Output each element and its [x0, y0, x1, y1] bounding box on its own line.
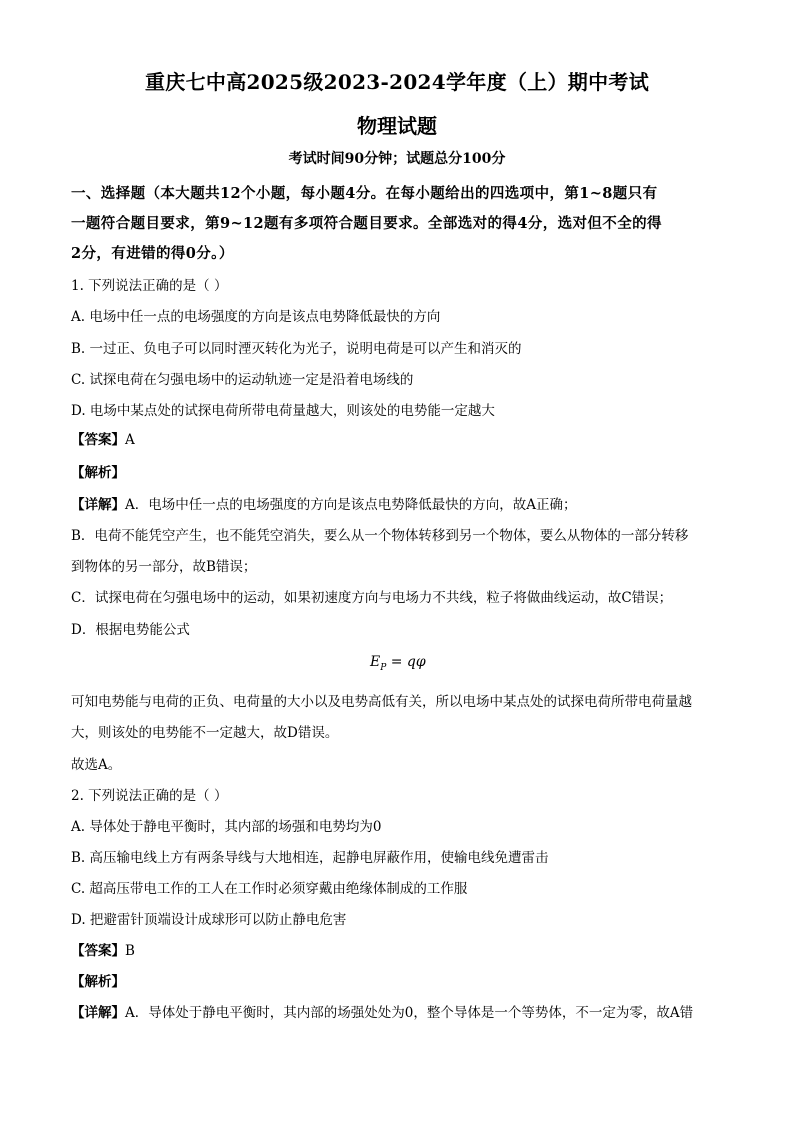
q1-conclusion: 故选A。: [71, 757, 122, 773]
q1-option-b: B. 一过正、负电子可以同时湮灭转化为光子，说明电荷是可以产生和消灭的: [71, 341, 522, 357]
q1-answer: [71, 430, 731, 450]
exam-info: 考试时间90分钟；试题总分100分: [288, 151, 506, 167]
q1-detail-line-4: C．试探电荷在匀强电场中的运动，如果初速度方向与电场力不共线，粒子将做曲线运动，故C错误；: [71, 590, 673, 606]
q1-analysis-tag: 【解析】: [71, 465, 125, 481]
answer-tag: 【答案】: [71, 943, 125, 959]
q2-option-b: B. 高压输电线上方有两条导线与大地相连，起静电屏蔽作用，使输电线免遭雷击: [71, 850, 549, 866]
q2-analysis-tag: 【解析】: [71, 974, 125, 990]
q1-detail-line-3: 到物体的另一部分，故B错误；: [71, 559, 257, 575]
exam-title: 重庆七中高2025级2023-2024学年度（上）期中考试: [145, 70, 649, 94]
formula-subscript: P: [380, 662, 387, 673]
answer-value: B: [125, 943, 135, 959]
q2-stem: 2. 下列说法正确的是（ ）: [71, 788, 228, 804]
q1-detail-line-5: D．根据电势能公式: [71, 622, 190, 638]
detail-tag: 【详解】: [71, 497, 125, 513]
formula-rhs: = qφ: [386, 654, 426, 670]
detail-text: A．导体处于静电平衡时，其内部的场强处处为0，整个导体是一个等势体，不一定为零，故A错: [125, 1005, 694, 1021]
answer-tag: 【答案】: [71, 432, 125, 448]
q1-after-line-2: 大，则该处的电势能不一定越大，故D错误。: [71, 725, 339, 741]
q1-after-line-1: 可知电势能与电荷的正负、电荷量的大小以及电势高低有关，所以电场中某点处的试探电荷所带电荷量越: [71, 694, 692, 710]
formula-lhs: E: [370, 654, 381, 670]
q2-detail-line-1: [71, 1003, 731, 1023]
section-instructions-line-2: 一题符合题目要求，第9~12题有多项符合题目要求。全部选对的得4分，选对但不全的得: [71, 215, 662, 232]
q1-option-c: C. 试探电荷在匀强电场中的运动轨迹一定是沿着电场线的: [71, 372, 414, 388]
q2-option-d: D. 把避雷针顶端设计成球形可以防止静电危害: [71, 912, 347, 928]
section-instructions-line-3: 2分，有进错的得0分。）: [71, 245, 234, 262]
q1-option-a: A. 电场中任一点的电场强度的方向是该点电势降低最快的方向: [71, 309, 441, 325]
detail-text: A．电场中任一点的电场强度的方向是该点电势降低最快的方向，故A正确；: [125, 497, 577, 513]
q1-detail-line-1: [71, 495, 731, 515]
q1-option-d: D. 电场中某点处的试探电荷所带电荷量越大，则该处的电势能一定越大: [71, 403, 495, 419]
q1-stem: 1. 下列说法正确的是（ ）: [71, 278, 228, 294]
q1-detail-line-2: B．电荷不能凭空产生，也不能凭空消失，要么从一个物体转移到另一个物体，要么从物体的一部分转移: [71, 528, 689, 544]
answer-value: A: [125, 432, 135, 448]
subject-title: 物理试题: [357, 114, 437, 138]
q2-option-c: C. 超高压带电工作的工人在工作时必须穿戴由绝缘体制成的工作服: [71, 881, 468, 897]
q2-answer: [71, 941, 731, 961]
potential-energy-formula: [370, 654, 426, 673]
q2-option-a: A. 导体处于静电平衡时，其内部的场强和电势均为0: [71, 819, 382, 835]
section-instructions-line-1: 一、选择题（本大题共12个小题，每小题4分。在每小题给出的四选项中，第1~8题只有: [71, 185, 658, 202]
detail-tag: 【详解】: [71, 1005, 125, 1021]
